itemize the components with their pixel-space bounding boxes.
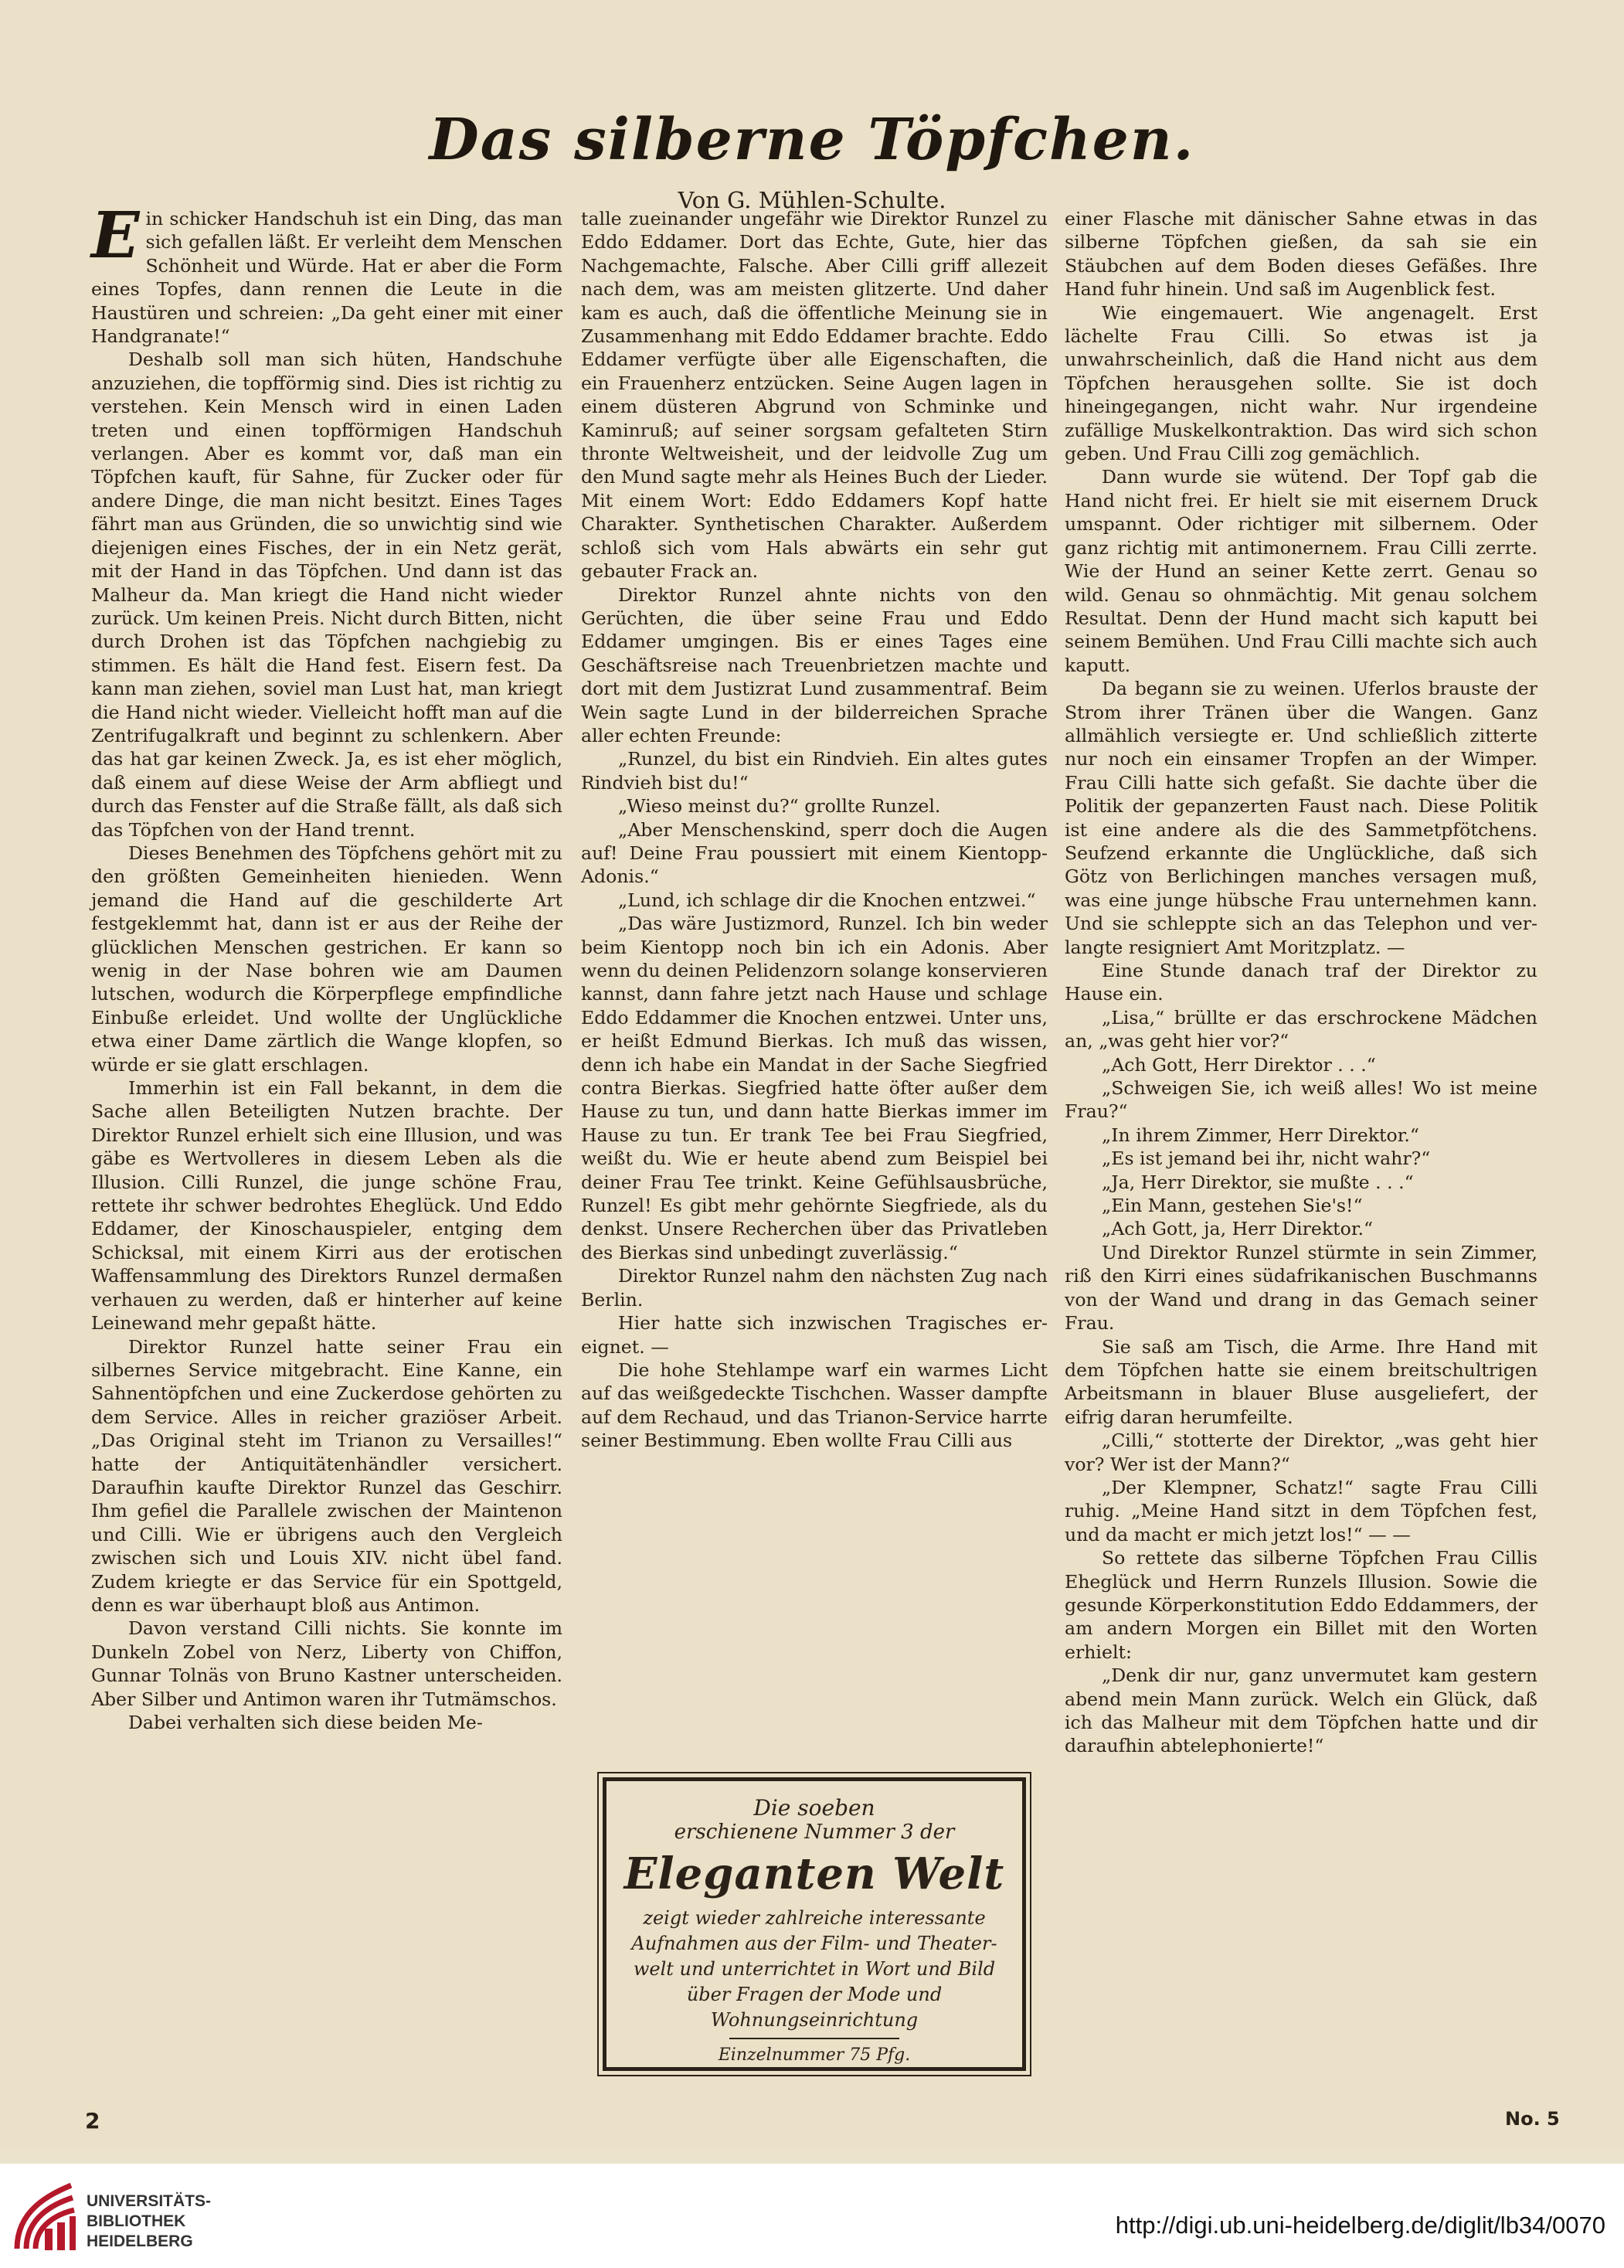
paragraph: „Cilli,“ stotterte der Direktor, „was geht hier vor? Wer ist der Mann?“ bbox=[1065, 1430, 1537, 1475]
ad-price: Einzelnummer 75 Pfg. bbox=[718, 2045, 911, 2065]
footer-bar bbox=[0, 2164, 1624, 2268]
paragraph: Deshalb soll man sich hüten, Handschuhe anzuziehen, die topfförmig sind. Dies ist richtig zu verstehen. Kein Mensch wird in einen Laden treten und einen topfförmigen Handschuh verlangen. Aber es kommt vor, daß man ein Töpfchen kauft, für Sahne, für Zucker oder für andere Dinge, die man nicht besitzt. Eines Tages fährt man aus Gründen, die so unwichtig sind wie diejenigen eines Fisches, der in ein Netz gerät, mit der Hand in das Töpfchen. Und dann ist das Malheur da. Man kriegt die Hand nicht wieder zurück. Um keinen Preis. Nicht durch Bitten, nicht durch Drohen ist das Töpfchen nachgiebig zu stimmen. Es hält die Hand fest. Eisern fest. Da kann man ziehen, soviel man Lust hat, man kriegt die Hand nicht wieder. Vielleicht hofft man auf die Zentrifugalkraft und beginnt zu schlenkern. Aber das hat gar keinen Zweck. Ja, es ist eher möglich, daß einem auf diese Weise der Arm abfliegt und durch das Fenster auf die Straße fällt, als daß sich das Töpfchen von der Hand trennt. bbox=[91, 349, 562, 841]
paragraph: „In ihrem Zimmer, Herr Direktor.“ bbox=[1102, 1124, 1419, 1146]
paragraph: „Wieso meinst du?“ grollte Runzel. bbox=[618, 795, 941, 818]
paragraph: Immerhin ist ein Fall bekannt, in dem die Sache allen Beteiligten Nutzen brachte. Der Direktor Runzel erhielt sich eine Illusion, und was gäbe es Wertvolleres in diesem Leben als die Illusion. Cilli Runzel, die junge schöne Frau, rettete ihr schwer bedrohtes Eheglück. Und Eddo Eddamer, der Kinoschauspieler, entging dem Schicksal, mit einem Kirri aus der erotischen Waffensammlung des Direktors Runzel dermaßen verhauen zu werden, daß er hinterher auf keine Leinewand mehr gepaßt hätte. bbox=[91, 1077, 562, 1335]
paragraph: Und Direktor Runzel stürmte in sein Zimmer, riß den Kirri eines südafrikanischen Buschmanns von der Wand und drang in das Gemach seiner Frau. bbox=[1065, 1241, 1537, 1335]
paragraph: Davon verstand Cilli nichts. Sie konnte im Dunkeln Zobel von Nerz, Liberty von Chiffon, Gunnar Tolnäs von Bruno Kastner unterscheiden. Aber Silber und Antimon waren ihr Tutmämschos. bbox=[91, 1617, 562, 1710]
paragraph: Die hohe Stehlampe warf ein warmes Licht auf das weißgedeckte Tischchen. Wasser dampfte auf dem Rechaud, und das Trianon-Service harrte seiner Bestimmung. Eben wollte Frau Cilli aus bbox=[581, 1358, 1048, 1452]
paragraph: „Denk dir nur, ganz unvermutet kam gestern abend mein Mann zurück. Welch ein Glück, daß ich das Malheur mit dem Töpfchen hatte und dir daraufhin abtelephonierte!“ bbox=[1065, 1664, 1537, 1757]
paragraph: Dann wurde sie wütend. Der Topf gab die Hand nicht frei. Er hielt sie mit eisernem Druck umspannt. Oder richtiger mit silbernem. Oder ganz richtig mit antimonernem. Frau Cilli zerrte. Wie der Hund an seiner Kette zerrt. Genau so wild. Genau so ohnmächtig. Mit genau solchem Resultat. Denn der Hund macht sich kaputt bei seinem Bemühen. Und Frau Cilli machte sich auch kaputt. bbox=[1065, 466, 1537, 676]
institution-name: UNIVERSITÄTS- BIBLIOTHEK HEIDELBERG bbox=[87, 2192, 212, 2250]
text-column-2 bbox=[581, 207, 1048, 1453]
paragraph: Sie saß am Tisch, die Arme. Ihre Hand mit dem Töpfchen hatte sie einem breitschultrigen Arbeitsmann in blauer Bluse ausgeliefert, der eifrig daran herumfeilte. bbox=[1065, 1335, 1537, 1428]
paragraph: Eine Stunde danach traf der Direktor zu Hause ein. bbox=[1065, 960, 1537, 1005]
article-title: Das silberne Töpfchen. bbox=[429, 107, 1195, 173]
text-column-3 bbox=[1065, 207, 1537, 1758]
issue-number: No. 5 bbox=[1505, 2108, 1560, 2130]
paragraph: Hier hatte sich inzwischen Tragisches ereignet. — bbox=[581, 1312, 1048, 1358]
paragraph: „Ein Mann, gestehen Sie's!“ bbox=[1102, 1195, 1363, 1217]
paragraph: So rettete das silberne Töpfchen Frau Cillis Eheglück und Herrn Runzels Illusion. Sowie die gesunde Körperkonstitution Eddo Eddammers, der am andern Morgen ein Billet mit den Worten erhielt: bbox=[1065, 1547, 1537, 1663]
paragraph: „Lisa,“ brüllte er das erschrockene Mädchen an, „was geht hier vor?“ bbox=[1065, 1006, 1537, 1052]
paragraph: „Das wäre Justizmord, Runzel. Ich bin weder beim Kientopp noch bin ich ein Adonis. Aber wenn du deinen Pelidenzorn solange konservieren kannst, dann fahre jetzt nach Hause und schlage Eddo Eddammer die Knochen entzwei. Unter uns, er heißt Edmund Bierkas. Ich muß das wissen, denn ich habe ein Mandat in der Sache Siegfried contra Bierkas. Siegfried hatte öfter außer dem Hause zu tun, und dann hatte Bierkas immer im Hause zu tun. Er trank Tee bei Frau Siegfried, weißt du. Wie er heute abend zum Beispiel bei deiner Frau Tee trinkt. Keine Gefühlsausbrüche, Runzel! Es gibt mehr gehörnte Siegfriede, als du denkst. Unsere Recherchen über das Privatleben des Bierkas sind unbedingt zuverlässig.“ bbox=[581, 913, 1048, 1263]
paragraph: „Schweigen Sie, ich weiß alles! Wo ist meine Frau?“ bbox=[1065, 1077, 1537, 1123]
paragraph: „Ach Gott, Herr Direktor . . .“ bbox=[1102, 1053, 1376, 1076]
ad-line: über Fragen der Mode und bbox=[686, 1984, 943, 2005]
ad-divider bbox=[729, 2038, 899, 2039]
paragraph: „Der Klempner, Schatz!“ sagte Frau Cilli ruhig. „Meine Hand sitzt in dem Töpfchen fest, und da macht er mich jetzt los!“ — — bbox=[1065, 1476, 1537, 1545]
ad-magazine-title: Eleganten Welt bbox=[623, 1848, 1005, 1899]
article-byline: Von G. Mühlen-Schulte. bbox=[678, 187, 946, 213]
text-column-1 bbox=[91, 199, 562, 1734]
paragraph: Direktor Runzel nahm den nächsten Zug nach Berlin. bbox=[581, 1265, 1048, 1311]
advertisement-box bbox=[603, 1777, 1026, 2071]
ad-line: welt und unterrichtet in Wort und Bild bbox=[633, 1958, 996, 1980]
paragraph: Wie eingemauert. Wie angenagelt. Erst lächelte Frau Cilli. So etwas ist ja unwahrscheinlich, daß die Hand nicht aus dem Töpfchen herausgehen sollte. Sie ist doch hineingegangen, nicht wahr. Nur irgendeine zufällige Muskelkontraktion. Das wird sich schon geben. Und Frau Cilli zog gemächlich. bbox=[1065, 301, 1537, 465]
paragraph: „Lund, ich schlage dir die Knochen entzwei.“ bbox=[618, 889, 1036, 911]
university-library-logo-icon bbox=[11, 2179, 77, 2255]
paragraph: „Aber Menschenskind, sperr doch die Augen auf! Deine Frau poussiert mit einem Kientopp-Adonis.“ bbox=[581, 818, 1048, 888]
paragraph: talle zueinander ungefähr wie Direktor Runzel zu Eddo Eddamer. Dort das Echte, Gute, hier das Nachgemachte, Falsche. Aber Cilli griff allezeit nach dem, was am meisten glitzerte. Und daher kam es auch, daß die öffentliche Meinung sie in Zusammenhang mit Eddo Eddamer brachte. Eddo Eddamer verfügte über alle Eigenschaften, die ein Frauenherz entzücken. Seine Augen lagen in einem düsteren Abgrund von Schminke und Kaminruß; auf seiner sorgsam gefalteten Stirn thronte Weltweisheit, und der leidvolle Zug um den Mund sagte mehr als Heines Buch der Lieder. Mit einem Wort: Eddo Eddamers Kopf hatte Charakter. Synthetischen Charakter. Außerdem schloß sich vom Hals abwärts ein sehr gut gebauter Frack an. bbox=[581, 208, 1048, 583]
paragraph: einer Flasche mit dänischer Sahne etwas in das silberne Töpfchen gießen, da sah sie ein Stäubchen auf dem Boden dieses Gefäßes. Ihre Hand fuhr hinein. Und saß im Augenblick fest. bbox=[1065, 208, 1537, 301]
ad-line: Die soeben bbox=[753, 1795, 875, 1821]
paragraph: Dieses Benehmen des Töpfchens gehört mit zu den größten Gemeinheiten hienieden. Wenn jemand die Hand auf die geschilderte Art festgeklemmt hat, dann ist er aus der Reihe der glücklichen Menschen gestrichen. Er kann so wenig in der Nase bohren wie am Daumen lutschen, wodurch die Körperpflege empfindliche Einbuße erleidet. Und wollte der Unglückliche etwa einer Dame zärtlich die Wange klopfen, so würde er sie glatt erschlagen. bbox=[91, 842, 562, 1076]
ad-line: erschienene Nummer 3 der bbox=[674, 1821, 955, 1844]
ad-line: Wohnungseinrichtung bbox=[710, 2009, 919, 2031]
paragraph: Ein schicker Handschuh ist ein Ding, das man sich gefallen läßt. Er verleiht dem Menschen Schönheit und Würde. Hat er aber die Form eines Topfes, dann rennen die Leute in die Haustüren und schreien: „Da geht einer mit einer Handgranate!“ bbox=[91, 199, 562, 348]
paragraph: „Ach Gott, ja, Herr Direktor.“ bbox=[1102, 1218, 1374, 1240]
paragraph: „Runzel, du bist ein Rindvieh. Ein altes gutes Rindvieh bist du!“ bbox=[581, 748, 1048, 794]
paragraph: Direktor Runzel hatte seiner Frau ein silbernes Service mitgebracht. Eine Kanne, ein Sahnentöpfchen und eine Zuckerdose gehörten zu dem Service. Alles in reicher graziöser Arbeit. „Das Original steht im Trianon zu Versailles!“ hatte der Antiquitätenhändler versichert. Daraufhin kaufte Direktor Runzel das Geschirr. Ihm gefiel die Parallele zwischen der Maintenon und Cilli. Wie er übrigens auch den Vergleich zwischen sich und Louis XIV. nicht übel fand. Zudem kriegte er das Service für ein Spottgeld, denn es war überhaupt bloß aus Antimon. bbox=[91, 1335, 562, 1616]
page-number: 2 bbox=[85, 2108, 100, 2134]
ad-line: zeigt wieder zahlreiche interessante bbox=[643, 1907, 986, 1929]
paragraph: Da begann sie zu weinen. Uferlos brauste der Strom ihrer Tränen über die Wangen. Ganz allmählich versiegte er. Und schließlich zitterte nur noch ein einsamer Tropfen an der Wimper. Frau Cilli hatte sich gefaßt. Sie dachte über die Politik der gepanzerten Faust nach. Diese Politik ist eine andere als die des Sammetpfötchens. Seufzend erkannte die Unglückliche, daß sich Götz von Berlichingen manches versagen muß, was eine junge hübsche Frau unternehmen kann. Und sie schleppte sich an das Telephon und verlangte resigniert Amt Moritzplatz. — bbox=[1065, 678, 1537, 958]
paragraph: „Ja, Herr Direktor, sie mußte . . .“ bbox=[1102, 1171, 1414, 1193]
paragraph: Dabei verhalten sich diese beiden Me- bbox=[128, 1712, 483, 1733]
drop-cap: E bbox=[91, 199, 140, 273]
source-url-link[interactable]: http://digi.ub.uni-heidelberg.de/diglit/lb34/0070 bbox=[1115, 2212, 1605, 2239]
ad-line: Aufnahmen aus der Film- und Theater- bbox=[631, 1933, 997, 1954]
paragraph: Direktor Runzel ahnte nichts von den Gerüchten, die über seine Frau und Eddo Eddamer umgingen. Bis er eines Tages eine Geschäftsreise nach Treuenbrietzen machte und dort mit dem Justizrat Lund zusammentraf. Beim Wein sagte Lund in der bilderreichen Sprache aller echten Freunde: bbox=[581, 583, 1048, 746]
paragraph: „Es ist jemand bei ihr, nicht wahr?“ bbox=[1102, 1148, 1431, 1170]
